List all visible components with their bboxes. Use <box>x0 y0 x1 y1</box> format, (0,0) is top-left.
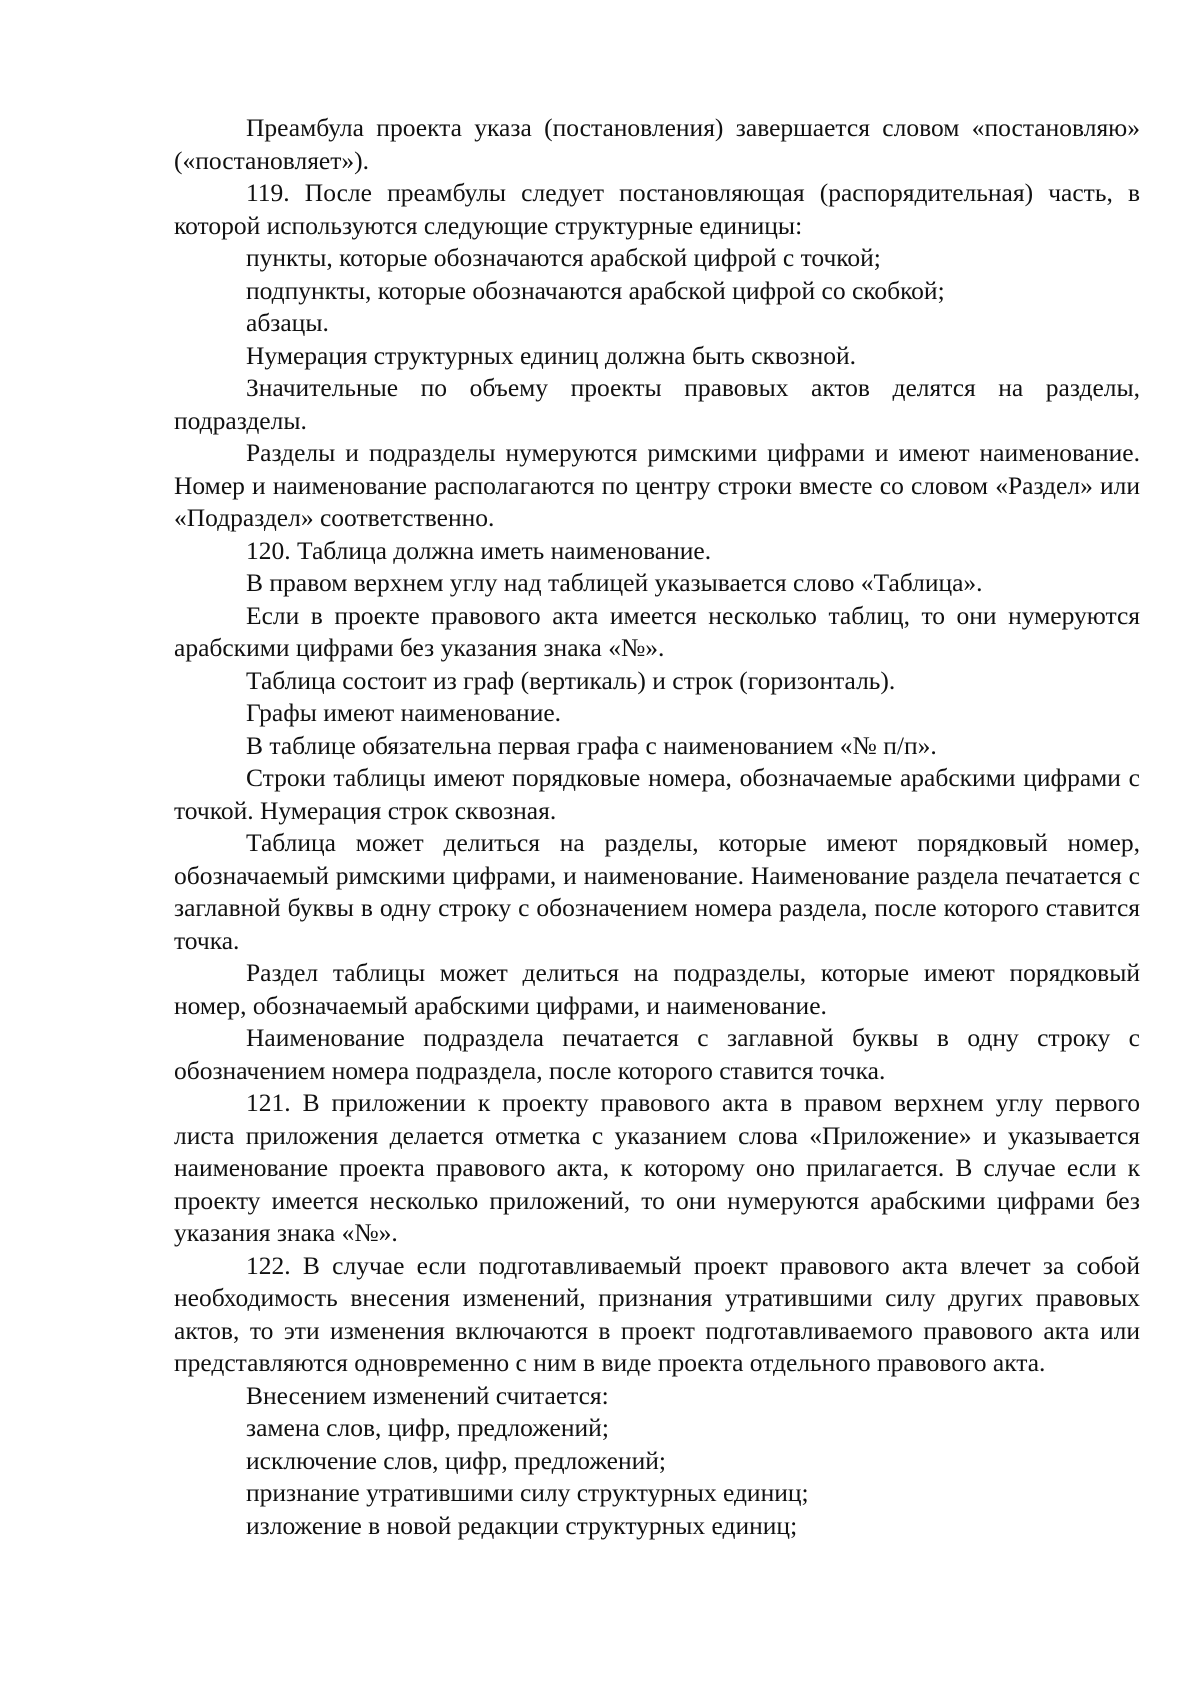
paragraph: 120. Таблица должна иметь наименование. <box>246 535 712 565</box>
paragraph: 122. В случае если подготавливаемый проект правового акта влечет за собой необходимость внесения изменений, признания утратившими силу других правовых актов, то эти изменения включаются в проект подготавливаемого правового акта или представляются одновременно с ним в виде проекта отдельного правового акта. <box>174 1250 1140 1377</box>
paragraph: В правом верхнем углу над таблицей указывается слово «Таблица». <box>246 568 983 597</box>
paragraph: Внесением изменений считается: <box>246 1380 609 1410</box>
paragraph: Таблица может делиться на разделы, которые имеют порядковый номер, обозначаемый римскими цифрами, и наименование. Наименование раздела печатается с заглавной буквы в одну строку с обозначением номера раздела, после которого ставится точка. <box>174 828 1140 955</box>
list-item: признание утратившими силу структурных единиц; <box>246 1478 809 1507</box>
paragraph: Нумерация структурных единиц должна быть сквозной. <box>246 340 857 370</box>
paragraph: Значительные по объему проекты правовых актов делятся на разделы, подразделы. <box>174 373 1140 435</box>
paragraph: Раздел таблицы может делиться на подразделы, которые имеют порядковый номер, обозначаемый арабскими цифрами, и наименование. <box>174 958 1140 1020</box>
paragraph: В таблице обязательна первая графа с наименованием «№ п/п». <box>246 730 937 760</box>
paragraph: Если в проекте правового акта имеется несколько таблиц, то они нумеруются арабскими цифрами без указания знака «№». <box>174 600 1140 662</box>
paragraph: 119. После преамбулы следует постановляющая (распорядительная) часть, в которой используются следующие структурные единицы: <box>174 178 1140 240</box>
list-item: замена слов, цифр, предложений; <box>246 1413 609 1442</box>
paragraph: Разделы и подразделы нумеруются римскими цифрами и имеют наименование. Номер и наименование располагаются по центру строки вместе со словом «Раздел» или «Подраздел» соответственно. <box>174 438 1140 532</box>
list-item: абзацы. <box>246 308 329 337</box>
paragraph: Строки таблицы имеют порядковые номера, обозначаемые арабскими цифрами с точкой. Нумерация строк сквозная. <box>174 763 1140 825</box>
paragraph: Преамбула проекта указа (постановления) завершается словом «постановляю» («постановляет»). <box>174 113 1140 175</box>
list-item: подпункты, которые обозначаются арабской цифрой со скобкой; <box>246 275 945 305</box>
document-page <box>174 112 1140 1542</box>
paragraph: 121. В приложении к проекту правового акта в правом верхнем углу первого листа приложения делается отметка с указанием слова «Приложение» и указывается наименование проекта правового акта, к которому оно прилагается. В случае если к проекту имеется несколько приложений, то они нумеруются арабскими цифрами без указания знака «№». <box>174 1088 1140 1247</box>
paragraph: Графы имеют наименование. <box>246 698 562 727</box>
list-item: пункты, которые обозначаются арабской цифрой с точкой; <box>246 243 881 272</box>
paragraph: Таблица состоит из граф (вертикаль) и строк (горизонталь). <box>246 665 896 695</box>
paragraph: Наименование подраздела печатается с заглавной буквы в одну строку с обозначением номера подраздела, после которого ставится точка. <box>174 1023 1140 1085</box>
list-item: изложение в новой редакции структурных единиц; <box>246 1510 798 1540</box>
list-item: исключение слов, цифр, предложений; <box>246 1445 667 1475</box>
